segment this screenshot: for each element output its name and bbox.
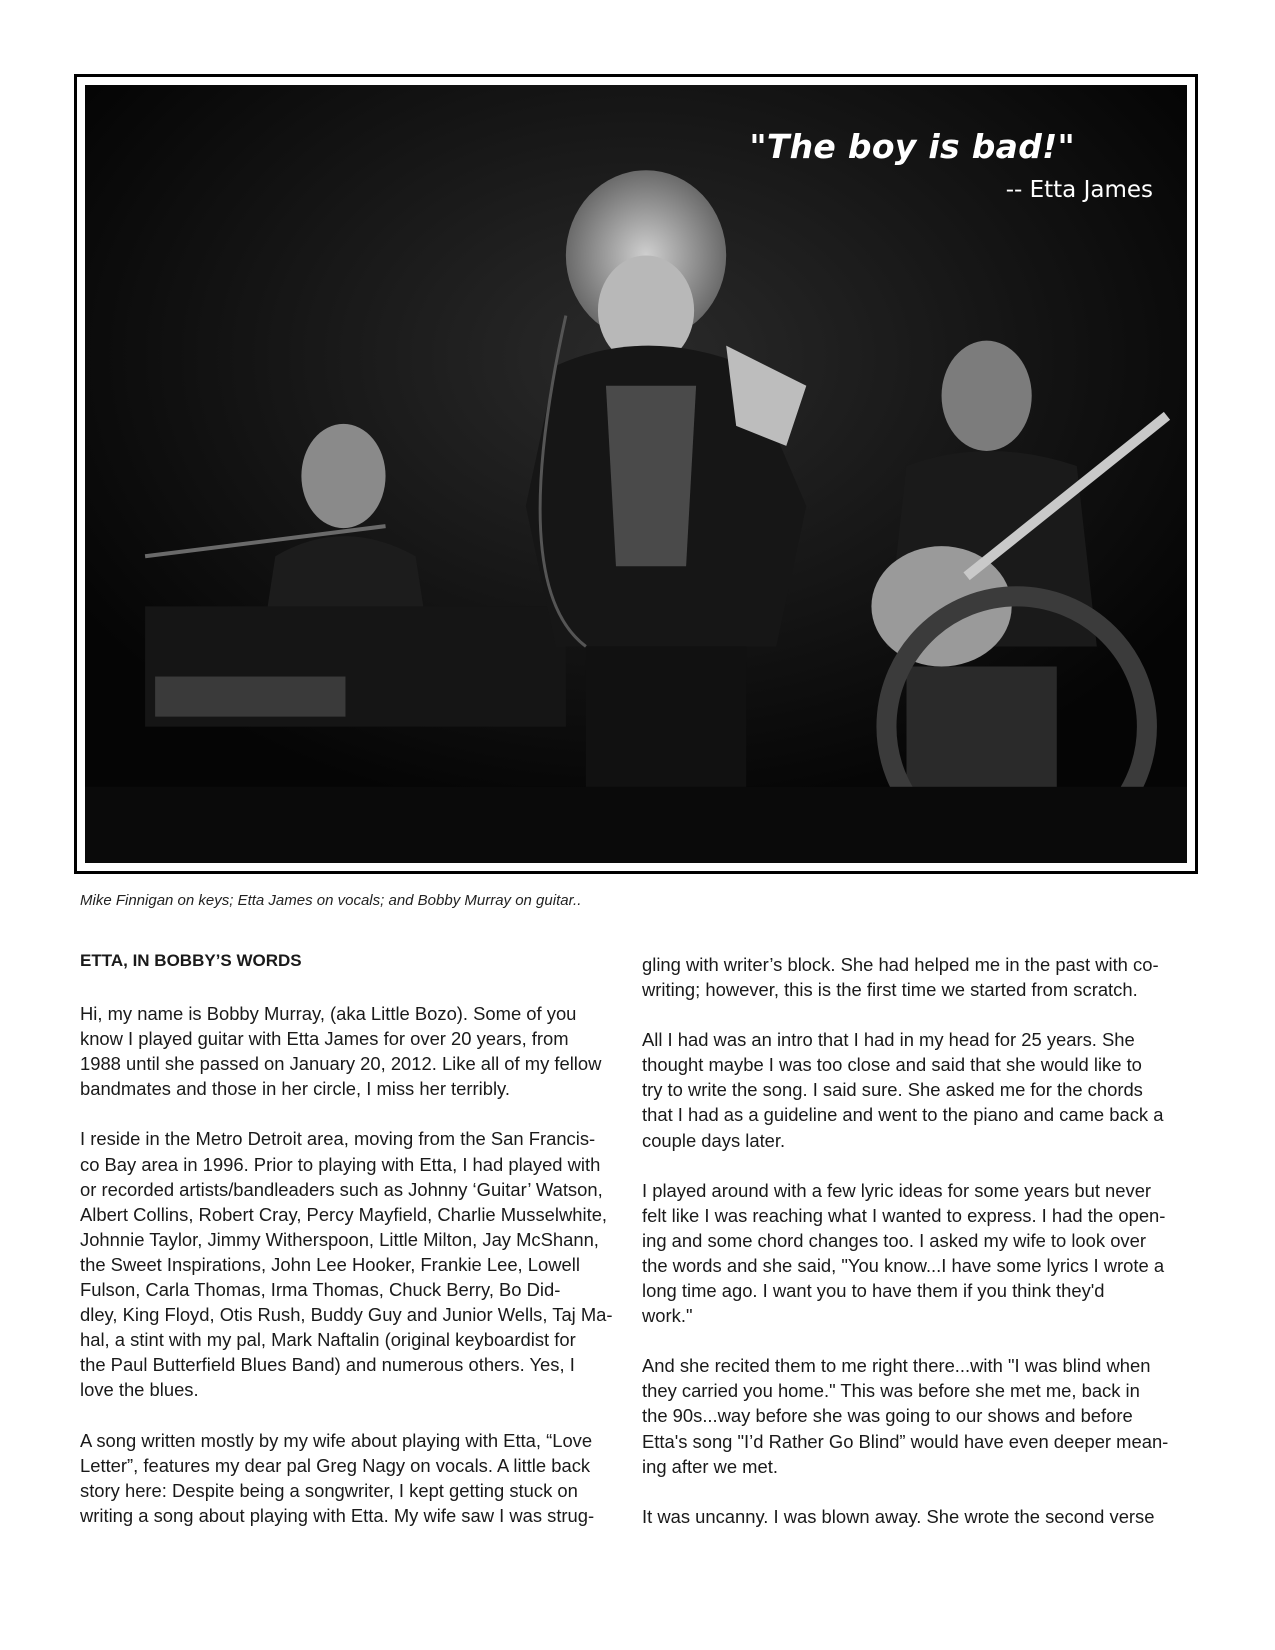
paragraph-line: Etta's song "I’d Rather Go Blind” would have even deeper mean- <box>642 1430 1169 1452</box>
paragraph-line: writing a song about playing with Etta. My wife saw I was strug- <box>80 1504 595 1526</box>
article-paragraph <box>642 952 1194 1002</box>
photo-quote-author: -- Etta James <box>1005 177 1153 203</box>
concert-photo <box>85 85 1187 863</box>
paragraph-line: ing and some chord changes too. I asked my wife to look over <box>642 1229 1146 1251</box>
paragraph-line: I reside in the Metro Detroit area, moving from the San Francis- <box>80 1128 596 1150</box>
paragraph-line: that I had as a guideline and went to the piano and came back a <box>642 1104 1164 1126</box>
article-paragraph <box>80 1126 620 1402</box>
paragraph-line: ing after we met. <box>642 1455 778 1477</box>
paragraph-line: thought maybe I was too close and said that she would like to <box>642 1054 1142 1076</box>
paragraph-line: Albert Collins, Robert Cray, Percy Mayfield, Charlie Musselwhite, <box>80 1203 608 1225</box>
article-paragraph <box>642 1178 1194 1329</box>
paragraph-line: they carried you home." This was before she met me, back in <box>642 1380 1140 1402</box>
article-paragraph <box>80 1001 620 1101</box>
article-right-column <box>642 952 1194 1554</box>
paragraph-line: Johnnie Taylor, Jimmy Witherspoon, Little Milton, Jay McShann, <box>80 1228 599 1250</box>
paragraph-line: the 90s...way before she was going to our shows and before <box>642 1405 1133 1427</box>
paragraph-line: I played around with a few lyric ideas for some years but never <box>642 1179 1152 1201</box>
article-paragraph <box>80 1428 620 1528</box>
paragraph-line: hal, a stint with my pal, Mark Naftalin (original keyboardist for <box>80 1329 576 1351</box>
paragraph-line: work." <box>642 1305 693 1327</box>
paragraph-line: the Paul Butterfield Blues Band) and numerous others. Yes, I <box>80 1354 575 1376</box>
paragraph-line: It was uncanny. I was blown away. She wrote the second verse <box>642 1505 1155 1527</box>
paragraph-line: felt like I was reaching what I wanted to express. I had the open- <box>642 1204 1166 1226</box>
paragraph-line: co Bay area in 1996. Prior to playing with Etta, I had played with <box>80 1153 601 1175</box>
paragraph-line: And she recited them to me right there...with "I was blind when <box>642 1355 1151 1377</box>
paragraph-line: the Sweet Inspirations, John Lee Hooker, Frankie Lee, Lowell <box>80 1253 580 1275</box>
paragraph-line: the words and she said, "You know...I have some lyrics I wrote a <box>642 1254 1165 1276</box>
article-paragraph <box>642 1353 1194 1478</box>
paragraph-line: dley, King Floyd, Otis Rush, Buddy Guy and Junior Wells, Taj Ma- <box>80 1304 613 1326</box>
paragraph-line: 1988 until she passed on January 20, 2012. Like all of my fellow <box>80 1053 602 1075</box>
paragraph-line: Fulson, Carla Thomas, Irma Thomas, Chuck Berry, Bo Did- <box>80 1279 561 1301</box>
paragraph-line: or recorded artists/bandleaders such as Johnny ‘Guitar’ Watson, <box>80 1178 603 1200</box>
paragraph-line: know I played guitar with Etta James for over 20 years, from <box>80 1028 569 1050</box>
paragraph-line: All I had was an intro that I had in my head for 25 years. She <box>642 1029 1135 1051</box>
paragraph-line: A song written mostly by my wife about playing with Etta, “Love <box>80 1429 593 1451</box>
paragraph-line: Letter”, features my dear pal Greg Nagy on vocals. A little back <box>80 1454 591 1476</box>
article-paragraph <box>642 1504 1194 1529</box>
article-paragraph <box>642 1027 1194 1152</box>
paragraph-line: gling with writer’s block. She had helped me in the past with co- <box>642 954 1159 975</box>
paragraph-line: writing; however, this is the first time we started from scratch. <box>642 979 1138 1001</box>
photo-quote: "The boy is bad!" <box>749 127 1075 166</box>
photo-caption: Mike Finnigan on keys; Etta James on vocals; and Bobby Murray on guitar.. <box>80 892 582 909</box>
paragraph-line: bandmates and those in her circle, I miss her terribly. <box>80 1078 510 1100</box>
paragraph-line: Hi, my name is Bobby Murray, (aka Little Bozo). Some of you <box>80 1003 577 1025</box>
article-heading: ETTA, IN BOBBY’S WORDS <box>80 951 302 970</box>
paragraph-line: long time ago. I want you to have them if you think they'd <box>642 1280 1105 1302</box>
paragraph-line: story here: Despite being a songwriter, I kept getting stuck on <box>80 1479 578 1501</box>
photo-frame <box>74 74 1198 874</box>
paragraph-line: couple days later. <box>642 1129 786 1151</box>
article-left-column <box>80 948 620 1553</box>
paragraph-line: try to write the song. I said sure. She asked me for the chords <box>642 1079 1143 1101</box>
paragraph-line: love the blues. <box>80 1379 199 1401</box>
